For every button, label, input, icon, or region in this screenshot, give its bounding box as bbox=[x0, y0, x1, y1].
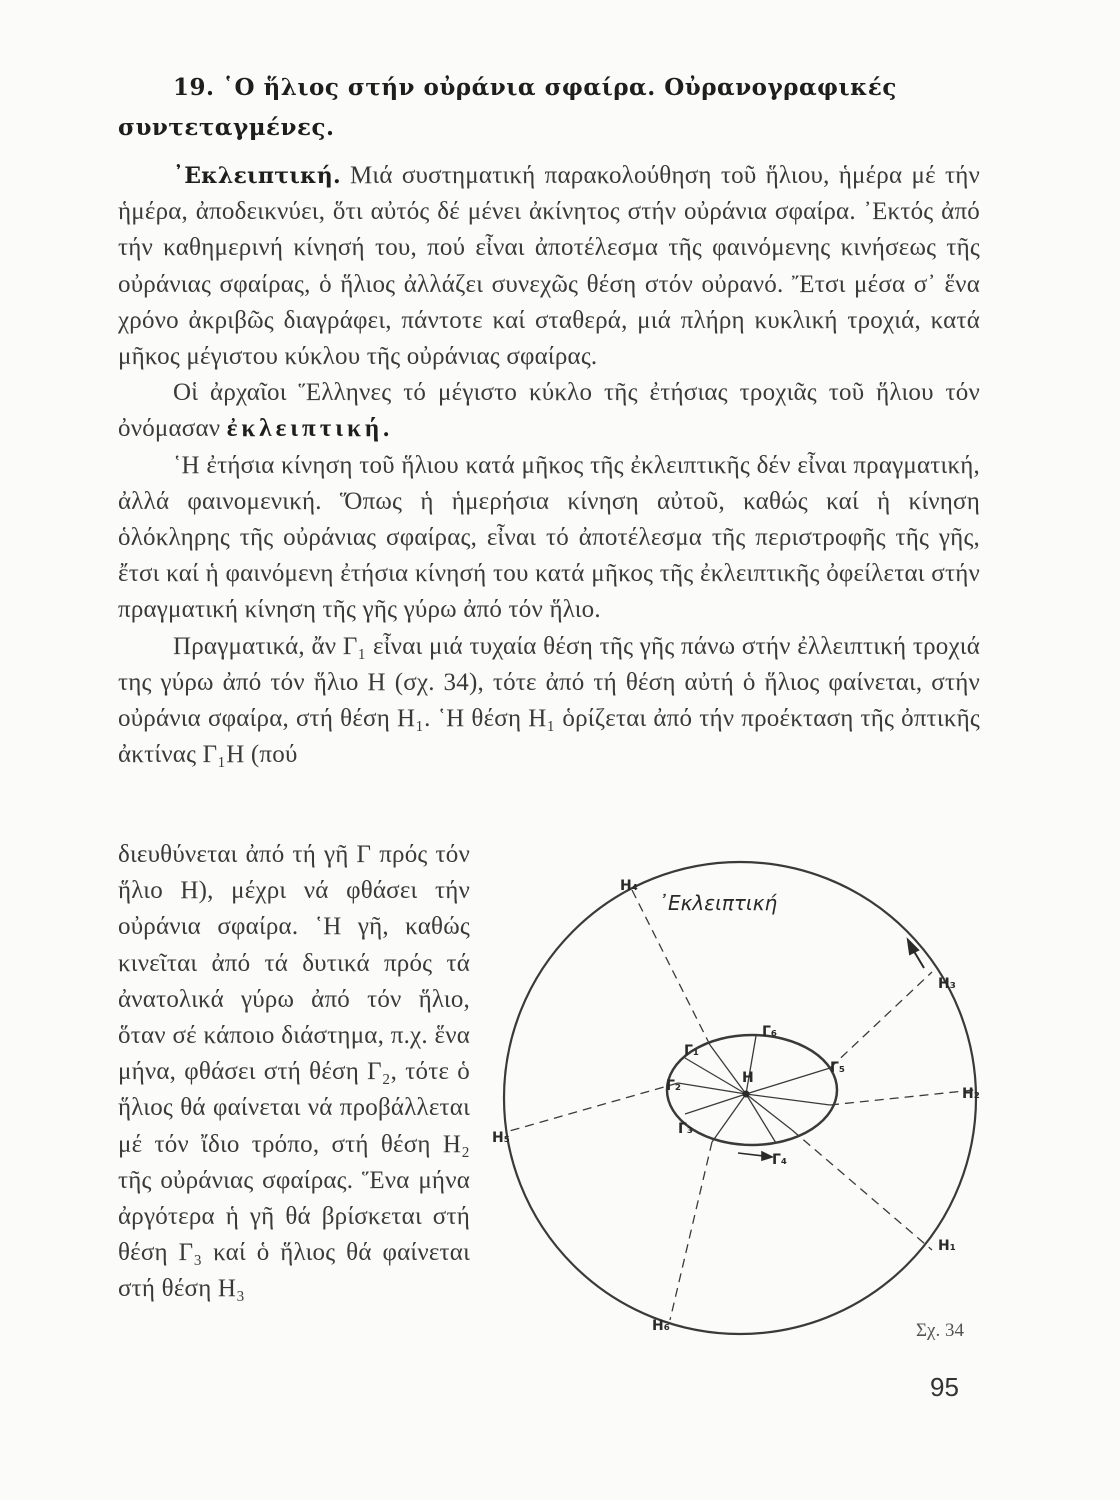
sight-line-g3 bbox=[685, 1094, 746, 1114]
celestial-sphere-circle bbox=[504, 862, 976, 1334]
label-h1: Η₁ bbox=[938, 1238, 956, 1254]
figure-34 bbox=[480, 850, 1000, 1380]
paragraph-3-text: ῾Η ἐτήσια κίνηση τοῦ ἥλιου κατά μῆκος τῆς ἐκλειπτικῆς δέν εἶναι πραγματική, ἀλλά φαινομενική. Ὅπως ἡ ἡμερήσια κίνηση αὐτοῦ, καθώς καί ἡ κίνηση ὁλόκληρης τῆς οὐράνιας σφαίρας, εἶναι τό ἀποτέλεσμα τῆς περιστροφῆς τῆς γῆς, ἔτσι καί ἡ φαινόμενη ἐτήσια κίνησή του κατά μῆκος τῆς ἐκλειπτικῆς ὀφείλεται στήν πραγματική κίνηση τῆς γῆς γύρω ἀπό τόν ἥλιο. bbox=[118, 451, 980, 624]
paragraph-ancient-greeks bbox=[118, 375, 980, 447]
sight-line-extra-3 bbox=[712, 1094, 746, 1142]
sight-line-g4 bbox=[746, 1094, 776, 1143]
arrow-sphere bbox=[908, 940, 924, 968]
sight-lines-solid bbox=[678, 1036, 830, 1143]
paragraph-1-text: Μιά συστηματική παρακολούθηση τοῦ ἥλιου, ἡμέρα μέ τήν ἡμέρα, ἀποδεικνύει, ὅτι αὐτός δέ μένει ἀκίνητος στήν οὐράνια σφαίρα. ᾿Εκτός ἀπό τήν καθημερινή κίνησή του, πού εἶναι ἀποτέλεσμα τῆς φαινόμενης κινήσεως τῆς οὐράνιας σφαίρας, ὁ ἥλιος ἀλλάζει συνεχῶς θέση στόν οὐρανό. Ἔτσι μέσα σ᾿ ἕνα χρόνο ἀκριβῶς διαγράφει, πάντοτε καί σταθερά, μιά πλήρη κυκλική τροχιά, κατά μῆκος μέγιστου κύκλου τῆς οὐράνιας σφαίρας. bbox=[118, 162, 980, 371]
sight-line-extra-4 bbox=[710, 1045, 746, 1094]
label-h2: Η₂ bbox=[962, 1086, 980, 1102]
paragraph-continuation: διευθύνεται ἀπό τή γῆ Γ πρός τόν ἥλιο Η), μέχρι νά φθάσει τήν οὐράνια σφαίρα. ῾Η γῆ, καθώς κινεῖται ἀπό τά δυτικά πρός τά ἀνατολικά γύρω ἀπό τόν ἥλιο, ὅταν σέ κάποιο διάστημα, π.χ. ἕνα μήνα, φθάσει στή θέση Γ₂, τότε ὁ ἥλιος θά φαίνεται νά προβάλλεται μέ τόν ἴδιο τρόπο, στή θέση Η₂ τῆς οὐράνιας σφαίρας. Ἕνα μήνα ἀργότερα ἡ γῆ θά βρίσκεται στή θέση Γ₃ καί ὁ ἥλιος θά φαίνεται στή θέση Η₃ bbox=[118, 841, 470, 1303]
projection-h1 bbox=[792, 1130, 932, 1250]
section-heading bbox=[118, 68, 978, 148]
label-h3: Η₃ bbox=[938, 976, 956, 992]
paragraph-example bbox=[118, 629, 980, 774]
projection-h2 bbox=[830, 1090, 974, 1105]
paragraph-4-text: Πραγματικά, ἄν Γ₁ εἶναι μιά τυχαία θέση τῆς γῆς πάνω στήν ἐλλειπτική τροχιά της γύρω ἀπό τόν ἥλιο Η (σχ. 34), τότε ἀπό τή θέση αὐτή ὁ ἥλιος φαίνεται, στήν οὐράνια σφαίρα, στή θέση Η₁. ῾Η θέση Η₁ ὁρίζεται ἀπό τήν προέκταση τῆς ὀπτικῆς ἀκτίνας Γ₁Η (πού bbox=[118, 632, 980, 769]
ecliptic-arc-label: ᾿Εκλειπτική bbox=[658, 891, 778, 915]
projection-h6 bbox=[670, 1142, 712, 1320]
projection-h3 bbox=[830, 972, 932, 1068]
label-g3: Γ₃ bbox=[678, 1121, 694, 1137]
projection-h5 bbox=[506, 1083, 678, 1132]
paragraph-ecliptic bbox=[118, 158, 980, 375]
sight-lines-dashed bbox=[506, 890, 974, 1320]
label-g1: Γ₁ bbox=[684, 1043, 700, 1059]
ecliptic-diagram bbox=[480, 850, 1000, 1380]
sun-label: Η bbox=[742, 1070, 754, 1086]
label-h5: Η₅ bbox=[492, 1130, 510, 1146]
term-ecliptic-spaced: ἐκλειπτική. bbox=[226, 415, 394, 443]
arrow-orbit bbox=[738, 1152, 772, 1160]
sight-line-g5 bbox=[746, 1068, 830, 1094]
section-number: 19. bbox=[173, 74, 215, 101]
paragraph-apparent-motion bbox=[118, 448, 980, 629]
paragraph-2-text: Οἱ ἀρχαῖοι Ἕλληνες τό μέγιστο κύκλο τῆς ἐτήσιας τροχιᾶς τοῦ ἥλιου τόν ὀνόμασαν bbox=[118, 379, 980, 443]
page-number: 95 bbox=[930, 1372, 959, 1402]
term-ecliptic-lead: ᾿Εκλειπτική. bbox=[173, 163, 341, 189]
sun-dot bbox=[743, 1091, 750, 1098]
label-h4: Η₄ bbox=[620, 878, 638, 894]
figure-caption: Σχ. 34 bbox=[916, 1320, 964, 1341]
label-g6: Γ₆ bbox=[762, 1024, 778, 1040]
label-g4: Γ₄ bbox=[772, 1152, 788, 1168]
label-g2: Γ₂ bbox=[666, 1078, 682, 1094]
section-title: ῾Ο ἥλιος στήν οὐράνια σφαίρα. Οὐρανογραφικές συντεταγμένες. bbox=[118, 74, 897, 141]
main-text bbox=[118, 158, 980, 773]
label-g5: Γ₅ bbox=[830, 1060, 846, 1076]
label-h6: Η₆ bbox=[652, 1318, 670, 1334]
